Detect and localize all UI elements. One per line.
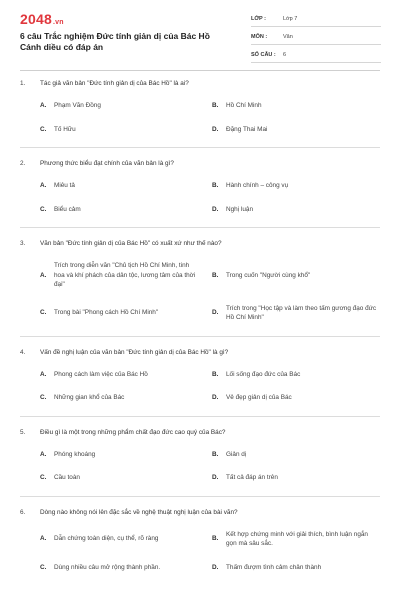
option-text: Trích trong diễn văn "Chủ tịch Hồ Chí Minh, tinh hoa và khí phách của dân tộc, lương tâm của thời đại" [54,262,196,288]
option-letter: C. [40,205,47,213]
info-row-class [251,11,381,27]
option-grid [20,181,380,214]
question-divider [20,147,380,148]
info-value: 6 [283,51,287,58]
option-text: Những gian khổ của Bác [54,394,125,401]
option-a[interactable] [40,261,212,290]
option-text: Trong cuốn "Người cùng khổ" [226,271,311,279]
option-letter: A. [40,370,47,378]
option-text: Hành chính – công vụ [226,182,289,189]
option-a[interactable] [40,450,212,460]
question-1 [20,80,380,134]
info-row-count [251,47,381,63]
option-a[interactable] [40,530,212,549]
question-header [20,240,380,247]
question-text: Vấn đề nghị luận của văn bản "Đức tính giản dị của Bác Hồ" là gì? [40,348,229,356]
option-letter: B. [212,535,219,543]
option-b[interactable] [212,101,380,111]
question-divider [20,496,380,497]
option-c[interactable] [40,563,212,573]
question-6 [20,509,380,573]
info-value: Lớp 7 [283,15,298,22]
question-text: Điều gì là một trong những phẩm chất đạo đức cao quý của Bác? [40,428,226,436]
option-a[interactable] [40,181,212,191]
question-5 [20,429,380,483]
option-b[interactable] [212,181,380,191]
option-d[interactable] [212,393,380,403]
info-label: SỐ CÂU : [251,51,276,58]
option-c[interactable] [40,125,212,135]
option-text: Phạm Văn Đồng [54,102,101,109]
option-d[interactable] [212,473,380,483]
question-number: 1. [20,80,26,87]
question-text: Dòng nào không nói lên đặc sắc về nghệ thuật nghị luận của bài văn? [40,508,238,516]
option-text: Vẻ đẹp giản dị của Bác [226,394,292,401]
option-letter: D. [212,205,219,213]
page-title: 6 câu Trắc nghiệm Đức tính giản dị của Bác Hồ Cánh diều có đáp án [20,31,210,52]
question-text: Tác giả văn bản "Đức tính giản dị của Bác Hồ" là ai? [40,80,189,87]
option-text: Dùng nhiều câu mở rộng thành phần. [54,563,161,571]
option-letter: C. [40,309,47,317]
option-letter: B. [212,370,219,378]
option-c[interactable] [40,205,212,215]
option-text: Dẫn chứng toàn diện, cụ thể, rõ ràng [54,535,159,543]
option-b[interactable] [212,261,380,290]
logo-text: 2048 [20,11,52,27]
option-letter: D. [212,394,219,401]
option-text: Tất cả đáp án trên [226,474,278,481]
option-d[interactable] [212,563,380,573]
header [0,0,400,68]
option-c[interactable] [40,304,212,323]
option-letter: B. [212,450,219,458]
option-text: Hồ Chí Minh [226,102,262,109]
info-panel [251,11,381,65]
option-text: Cầu toàn [54,474,80,481]
question-2 [20,160,380,214]
question-list [20,80,380,572]
option-letter: A. [40,102,47,109]
option-letter: A. [40,271,47,279]
option-text: Kết hợp chứng minh với giải thích, bình luận ngắn gọn mà sâu sắc. [226,530,368,547]
option-letter: C. [40,563,47,571]
question-number: 3. [20,240,26,247]
option-letter: B. [212,271,219,279]
option-letter: C. [40,125,47,133]
question-number: 4. [20,348,26,356]
option-text: Đặng Thai Mai [226,125,268,133]
option-text: Biểu cảm [54,205,81,213]
question-header [20,80,380,87]
question-number: 5. [20,428,26,436]
question-number: 2. [20,160,26,167]
question-text: Văn bản "Đức tính giản dị của Bác Hồ" có xuất xứ như thế nào? [40,240,222,247]
site-logo[interactable] [20,11,64,27]
logo-tld: .vn [52,19,64,26]
option-letter: A. [40,535,47,543]
option-text: Lối sống đạo đức của Bác [226,370,301,378]
question-divider [20,227,380,228]
option-b[interactable] [212,530,380,549]
info-value: Văn [283,33,293,40]
option-text: Phong cách làm việc của Bác Hồ [54,370,148,378]
option-letter: D. [212,125,219,133]
option-grid [20,370,380,403]
option-d[interactable] [212,205,380,215]
option-d[interactable] [212,125,380,135]
option-letter: D. [212,309,219,317]
question-3 [20,240,380,323]
option-a[interactable] [40,370,212,380]
question-divider [20,336,380,337]
option-letter: C. [40,474,47,481]
option-text: Trong bài "Phong cách Hồ Chí Minh" [54,309,159,317]
option-letter: D. [212,563,219,571]
option-grid [20,101,380,134]
option-letter: C. [40,394,47,401]
option-letter: A. [40,450,47,458]
option-text: Giản dị [226,450,247,458]
question-number: 6. [20,508,26,516]
option-text: Tố Hữu [54,125,76,133]
option-grid [20,450,380,483]
question-divider [20,416,380,417]
question-header [20,429,380,436]
info-label: MÔN : [251,33,268,40]
question-text: Phương thức biểu đạt chính của văn bản là gì? [40,160,174,167]
option-b[interactable] [212,450,380,460]
option-letter: B. [212,182,219,189]
option-text: Nghị luận [226,205,254,213]
option-a[interactable] [40,101,212,111]
option-letter: A. [40,182,47,189]
option-d[interactable] [212,304,380,323]
info-row-subject [251,29,381,45]
question-header [20,349,380,356]
info-label: LỚP : [251,15,266,22]
option-text: Thấm đượm tình cảm chân thành [226,563,322,571]
question-4 [20,349,380,403]
option-b[interactable] [212,370,380,380]
header-divider [20,70,380,71]
option-grid [20,261,380,323]
option-c[interactable] [40,393,212,403]
option-text: Phóng khoáng [54,450,96,458]
option-c[interactable] [40,473,212,483]
option-grid [20,530,380,573]
option-text: Trích trong "Học tập và làm theo tấm gương đạo đức Hồ Chí Minh" [226,304,377,321]
option-text: Miêu tả [54,182,75,189]
question-header [20,509,380,516]
option-letter: D. [212,474,219,481]
question-header [20,160,380,167]
option-letter: B. [212,102,219,109]
